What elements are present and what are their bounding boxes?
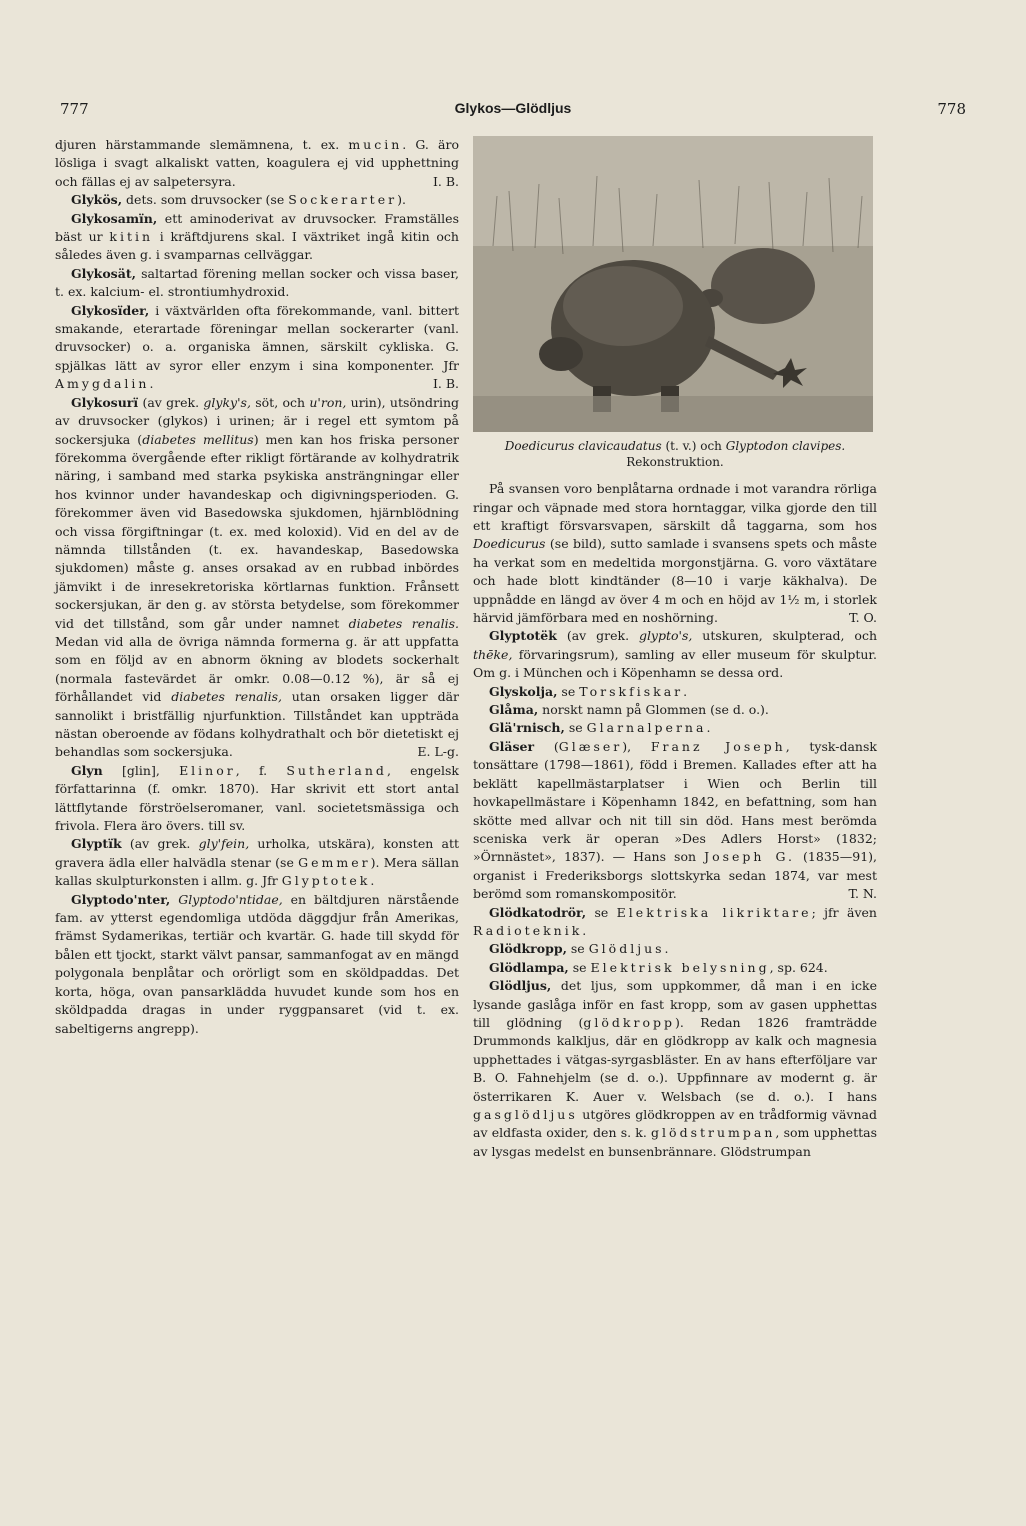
- headword: Glödkropp,: [489, 941, 567, 957]
- entry-glyptotek: Glyptotëk (av grek. glypto's, utskuren, skulpterad, och thēke, förvaringsrum), samling av eller museum för skulptur. Om g. i München och i Köpenhamn se dessa ord.: [473, 628, 878, 681]
- cross-reference: Radioteknik: [473, 922, 583, 938]
- illustration-glyptodonts: [473, 136, 873, 432]
- doedicurus-head: [539, 337, 583, 371]
- entry-glodkatodror: Glödkatodrör, se Elektriska likriktare; jfr även Radioteknik.: [473, 904, 877, 938]
- entry-glyptik: Glyptïk (av grek. gly'fein, urholka, utskära), konsten att gravera ädla eller halvädla stenar (se Gemmer). Mera sällan kallas skulpturkonsten i allm. g. Jfr Glyptotek.: [55, 836, 460, 889]
- headword: Glyskolja,: [489, 683, 558, 699]
- headword: Glåma,: [489, 702, 539, 718]
- cross-reference: Glyptotek: [281, 873, 371, 889]
- glyptodont-drawing: [473, 136, 873, 432]
- entry-glodljus: Glödljus, det ljus, som uppkommer, då man i en icke lysande gaslåga inför en fast kropp, som av gasen upphettas till glödning (glödkropp). Redan 1826 framträdde Drummonds kalkljus, där en glödkropp av kalk och magnesia upphettades i vätgas-syrgasbläster. En av hans efterföljare var B. O. Fahnehjelm (se d. o.). Uppfinnare av modernt g. är österrikaren K. Auer v. Welsbach (se d. o.). I hans gasglödljus utgöres glödkroppen av en trådformig vävnad av eldfasta oxider, den s. k. glödstrumpan, som upphettas av lysgas medelst en bunsenbrännare. Glödstrumpan: [473, 978, 877, 1159]
- headword: Glödljus,: [489, 978, 552, 994]
- glyptodon-shell: [711, 248, 815, 324]
- entry-glyptodonter: Glyptodo'nter, Glyptodo'ntidae, en bältdjuren närstående fam. av ytterst egendomliga utdöda däggdjur från Amerikas, främst Sydamerikas, tertiär och kvartär. G. hade till skydd för bålen ett tjockt, starkt välvt pansar, sammanfogat av en mängd polygonala benplåtar och orörligt som en sköldpaddas. Det korta, höga, ovan pansarklädda huvudet kunde som hos en sköldpadda dragas in under ryggpansaret (vid t. ex. sabeltigerns angrepp).: [55, 891, 459, 1036]
- author-signature: E. L-g.: [417, 744, 459, 760]
- entry-glyskolja: Glyskolja, se Torskfiskar.: [489, 683, 688, 699]
- headword: Glykosurï: [71, 394, 139, 410]
- cross-reference: Torskfiskar: [579, 683, 684, 699]
- author-signature: T. N.: [848, 886, 877, 902]
- entry-glykosider: Glykosïder, i växtvärlden ofta förekommande, vanl. bittert smakande, eterartade föreningar mellan sockerarter (vanl. druvsocker) o. a. organiska ämnen, särskilt cykliska. G. spjälkas lätt av syror eller enzym i sina komponenter. Jfr Amygdalin. I. B.: [55, 302, 459, 394]
- entry-glaser: Gläser (Glæser), Franz Joseph, tysk-dansk tonsättare (1798—1861), född i Bremen. Kallades efter att ha beklätt kapellmästarplatser i Wien och Berlin till hovkapellmästare i Köpenhamn 1842, en befattning, som han skötte med allvar och nit till sin död. Hans mest berömda sceniska verk är operan »Des Adlers Horst» (1832; »Örnnästet», 1837). — Hans son Joseph G. (1835—91), organist i Frederiksborgs slottskyrka sedan 1874, var mest berömd som romanskompositör. T. N.: [473, 738, 877, 904]
- cross-reference: Elektriska likriktare: [616, 904, 812, 920]
- headword: Glykosïder,: [71, 302, 150, 318]
- entry-glykosuri: Glykosurï (av grek. glyky's, söt, och u'ron, urin), utsöndring av druvsocker (glykos) i urinen; är i regel ett symtom på sockersjuka (diabetes mellitus) men kan hos friska personer förekomma övergående efter rikligt förtärande av kolhydratrik näring, i samband med starka psykiska ansträngningar eller hos kvinnor under havandeskap och digivningsperioden. G. förekommer även vid Basedowska sjukdomen, hjärnblödning och vissa förgiftningar (t. ex. med koloxid). Vid en del av de nämnda tillstånden (t. ex. havandeskap, Basedowska sjukdomen) måste g. anses orsakad av en rubbad inbördes jämvikt i de inresekretoriska körtlarnas funktion. Frånsett sockersjukan, är den g. av största betydelse, som förekommer vid det tillstånd, som går under namnet diabetes renalis. Medan vid alla de övriga nämnda formerna g. är att uppfatta som en följd av en abnorm ökning av blodets sockerhalt (normala fastevärdet är omkr. 0.08—0.12 %), är så ej förhållandet vid diabetes renalis, utan orsaken ligger där sannolikt i bristfällig njurfunktion. Tillståndet kan uppträda nästan oberoende av födans kolhydrathalt och bör dietetiskt ej behandlas som sockersjuka. E. L-g.: [55, 394, 459, 762]
- figure-caption: Doedicurus clavicaudatus (t. v.) och Glyptodon clavipes. Rekonstruktion.: [504, 439, 846, 469]
- entry-glama: Glåma, norskt namn på Glommen (se d. o.).: [489, 702, 769, 718]
- headword: Glödlampa,: [489, 959, 569, 975]
- entry-continuation: På svansen voro benplåtarna ordnade i mot varandra rörliga ringar och väpnade med stora horntaggar, vilka gjorde den till ett kraftigt försvarsvapen, särskilt då taggarna, som hos Doedicurus (se bild), sutto samlade i svansens spets och måste ha verkat som en medeltida morgonstjärna. G. voro växtätare och hade blott kindtänder (8—10 i varje käkhalva). De uppnådde en längd av över 4 m och en höjd av 1½ m, i storlek härvid jämförbara med en noshörning. T. O.: [473, 480, 877, 627]
- author-signature: I. B.: [432, 173, 459, 189]
- cross-reference: Sockerarter: [288, 192, 398, 208]
- headword: Glykosamïn,: [71, 210, 158, 226]
- entry-glykosamin: Glykosamïn, ett aminoderivat av druvsocker. Framställes bäst ur kitin i kräftdjurens skal. I växtriket ingå kitin och således även g. i svamparnas cellväggar.: [55, 210, 459, 263]
- headword: Glödkatodrör,: [489, 904, 587, 920]
- page-number-right: 778: [937, 100, 966, 118]
- headword: Gläser: [489, 738, 535, 754]
- left-column: [55, 136, 459, 1038]
- headword: Glyptotëk: [489, 628, 557, 644]
- entry-glykos: Glykös, dets. som druvsocker (se Sockerarter).: [71, 192, 406, 208]
- entry-glarnisch: Glä'rnisch, se Glarnalperna.: [489, 720, 711, 736]
- cross-reference: Glarnalperna: [586, 720, 707, 736]
- cross-reference: Glödljus: [588, 941, 665, 957]
- right-column: [473, 136, 877, 1161]
- headword: Glyptodo'nter,: [71, 891, 171, 907]
- entry-glodkropp: Glödkropp, se Glödljus.: [489, 941, 669, 957]
- headword: Glykös,: [71, 192, 123, 208]
- cross-reference: Amygdalin: [55, 376, 150, 392]
- entry-glykosat: Glykosät, saltartad förening mellan socker och vissa baser, t. ex. kalcium- el. strontiumhydroxid.: [55, 265, 459, 300]
- headword: Glyn: [71, 762, 103, 778]
- author-signature: T. O.: [849, 610, 877, 626]
- entry-continuation: djuren härstammande slemämnena, t. ex. mucin. G. äro lösliga i svagt alkaliskt vatten, koagulera ej vid upphettning och fällas ej av salpetersyra. I. B.: [55, 136, 459, 191]
- headword: Glyptïk: [71, 836, 122, 852]
- headword: Glä'rnisch,: [489, 720, 565, 736]
- page-number-left: 777: [60, 100, 89, 118]
- headword: Glykosät,: [71, 265, 136, 281]
- entry-glodlampa: Glödlampa, se Elektrisk belysning, sp. 624.: [489, 959, 828, 975]
- author-signature: I. B.: [432, 376, 459, 392]
- page-title: Glykos—Glödljus: [454, 100, 572, 116]
- cross-reference: Gemmer: [298, 854, 371, 870]
- running-head: [60, 100, 966, 124]
- cross-reference: Elektrisk belysning: [590, 959, 770, 975]
- cross-reference: kitin: [109, 229, 154, 245]
- entry-glyn: Glyn [glin], Elinor, f. Sutherland, engelsk författarinna (f. omkr. 1870). Har skrivit ett stort antal lättflytande förströelseromaner, vanl. societetsmässiga och frivola. Flera äro övers. till sv.: [55, 762, 459, 834]
